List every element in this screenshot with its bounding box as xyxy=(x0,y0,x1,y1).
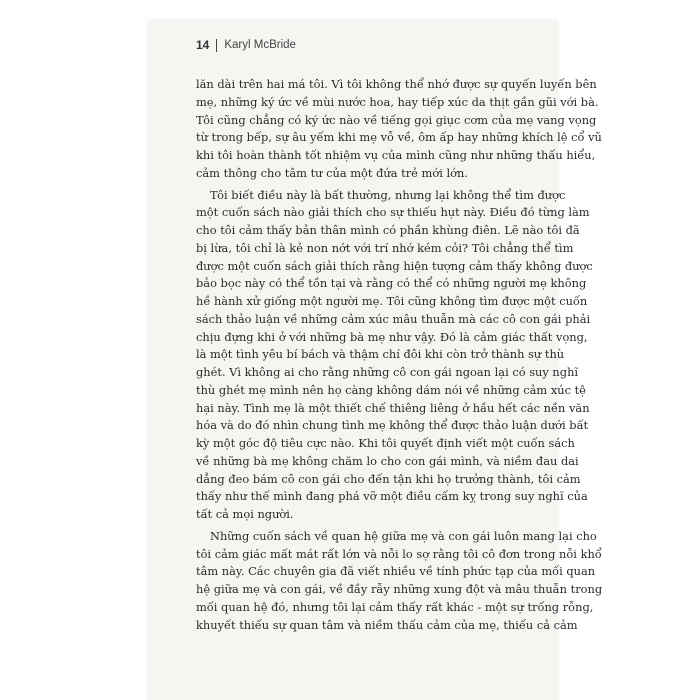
text-line: về những bà mẹ không chăm lo cho con gái mình, và niềm đau dai xyxy=(196,453,579,468)
text-line: dẳng đeo bám cô con gái cho đến tận khi họ trưởng thành, tôi cảm xyxy=(196,471,581,486)
text-line: từ trong bếp, sự âu yếm khi mẹ vỗ về, ôm ấp hay những khích lệ cổ vũ xyxy=(196,130,602,145)
text-line: mẹ, những ký ức về mùi nước hoa, hay tiếp xúc da thịt gần gũi với bà. xyxy=(196,94,599,109)
book-page xyxy=(148,20,603,700)
text-line: thù ghét mẹ mình nên họ càng không dám nói về những cảm xúc tệ xyxy=(196,382,586,397)
text-line: cảm thông cho tâm tư của một đứa trẻ mới lớn. xyxy=(196,165,468,180)
text-line: thấy như thế mình đang phá vỡ một điều cấm kỵ trong suy nghĩ của xyxy=(196,489,588,504)
text-line: tôi cảm giác mất mát rất lớn và nỗi lo sợ rằng tôi cô đơn trong nỗi khổ xyxy=(196,546,602,561)
text-line: ghét. Vì không ai cho rằng những cô con gái ngoan lại có suy nghĩ xyxy=(196,365,579,379)
page-number: 14 xyxy=(196,38,210,52)
text-line: là một tình yêu bí bách và thậm chí đôi khi còn trở thành sự thù xyxy=(196,347,565,362)
text-line: hại này. Tình mẹ là một thiết chế thiêng liêng ở hầu hết các nền văn xyxy=(196,400,590,415)
text-line: khuyết thiếu sự quan tâm và niềm thấu cảm của mẹ, thiếu cả cảm xyxy=(196,617,578,632)
text-line: bảo bọc này có thể tồn tại và rằng có thể có những người mẹ không xyxy=(196,276,587,291)
paragraph xyxy=(196,528,603,635)
paragraph xyxy=(196,187,593,524)
text-line: sách thảo luận về những cảm xúc mâu thuẫn mà các cô con gái phải xyxy=(196,311,591,326)
text-line: mối quan hệ đó, nhưng tôi lại cảm thấy rất khác - một sự trống rỗng, xyxy=(196,599,594,614)
text-line: hệ giữa mẹ và con gái, về đầy rẫy những xung đột và mâu thuẫn trong xyxy=(196,582,603,596)
body-text xyxy=(196,76,603,634)
text-line: kỳ một góc độ tiêu cực nào. Khi tôi quyết định viết một cuốn sách xyxy=(196,436,575,450)
text-line: chịu đựng khi ở với những bà mẹ như vậy. Đó là cảm giác thất vọng, xyxy=(196,329,588,344)
text-line: hóa và do đó nhìn chung tình mẹ không thể được thảo luận dưới bất xyxy=(196,418,589,433)
text-line: Những cuốn sách về quan hệ giữa mẹ và con gái luôn mang lại cho xyxy=(210,528,597,543)
author-name: Karyl McBride xyxy=(224,39,296,51)
text-line: hề hành xử giống một người mẹ. Tôi cũng không tìm được một cuốn xyxy=(196,294,588,308)
text-line: cho tôi cảm thấy bản thân mình có phần khùng điên. Lẽ nào tôi đã xyxy=(196,223,580,237)
text-line: Tôi cũng chẳng có ký ức nào về tiếng gọi giục cơm của mẹ vang vọng xyxy=(196,112,597,127)
text-line: tất cả mọi người. xyxy=(196,507,294,521)
text-line: Tôi biết điều này là bất thường, nhưng lại không thể tìm được xyxy=(210,187,566,202)
text-line: tâm này. Các chuyên gia đã viết nhiều về tính phức tạp của mối quan xyxy=(196,564,596,579)
running-header xyxy=(196,38,296,52)
text-line: một cuốn sách nào giải thích cho sự thiếu hụt này. Điều đó từng làm xyxy=(196,205,590,220)
text-line: bị lừa, tôi chỉ là kẻ non nớt với trí nhớ kém cỏi? Tôi chẳng thể tìm xyxy=(196,240,574,255)
text-line: được một cuốn sách giải thích rằng hiện tượng cảm thấy không được xyxy=(196,258,593,273)
text-line: lăn dài trên hai má tôi. Vì tôi không thể nhớ được sự quyến luyến bên xyxy=(196,77,597,91)
text-line: khi tôi hoàn thành tốt nhiệm vụ của mình cũng như những thấu hiểu, xyxy=(196,148,596,162)
header-divider xyxy=(216,39,217,52)
paragraph xyxy=(196,76,602,183)
